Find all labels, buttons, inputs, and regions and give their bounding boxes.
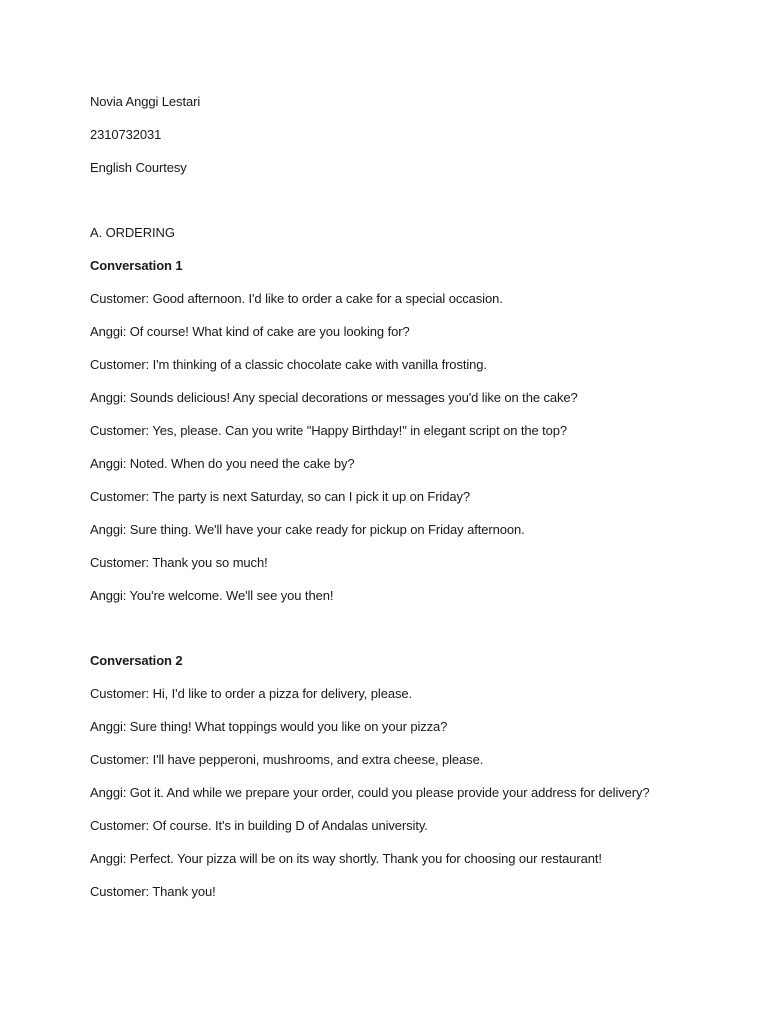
conversation-2-line: Customer: I'll have pepperoni, mushrooms, and extra cheese, please.: [90, 752, 484, 767]
conversation-2-line: Customer: Thank you!: [90, 884, 216, 899]
conversation-2-heading: Conversation 2: [90, 653, 183, 668]
conversation-1-line: Anggi: You're welcome. We'll see you then!: [90, 588, 334, 603]
conversation-1-line: Anggi: Noted. When do you need the cake by?: [90, 456, 355, 471]
course-name: English Courtesy: [90, 160, 187, 175]
conversation-1-line: Customer: Yes, please. Can you write "Happy Birthday!" in elegant script on the top?: [90, 423, 568, 438]
conversation-1-line: Customer: The party is next Saturday, so can I pick it up on Friday?: [90, 489, 471, 504]
conversation-2-line: Customer: Of course. It's in building D of Andalas university.: [90, 818, 428, 833]
conversation-1-line: Customer: I'm thinking of a classic chocolate cake with vanilla frosting.: [90, 357, 487, 372]
conversation-1-line: Anggi: Sure thing. We'll have your cake ready for pickup on Friday afternoon.: [90, 522, 525, 537]
conversation-1-line: Anggi: Sounds delicious! Any special decorations or messages you'd like on the cake?: [90, 390, 578, 405]
conversation-1-line: Customer: Thank you so much!: [90, 555, 268, 570]
section-title: A. ORDERING: [90, 225, 175, 240]
author-name: Novia Anggi Lestari: [90, 94, 201, 109]
student-id: 2310732031: [90, 127, 162, 142]
conversation-2-line: Anggi: Sure thing! What toppings would you like on your pizza?: [90, 719, 448, 734]
conversation-1-line: Anggi: Of course! What kind of cake are you looking for?: [90, 324, 410, 339]
conversation-1-line: Customer: Good afternoon. I'd like to order a cake for a special occasion.: [90, 291, 503, 306]
conversation-2-line: Anggi: Got it. And while we prepare your order, could you please provide your address for delivery?: [90, 785, 650, 800]
conversation-2-line: Anggi: Perfect. Your pizza will be on its way shortly. Thank you for choosing our restaurant!: [90, 851, 602, 866]
conversation-1-heading: Conversation 1: [90, 258, 183, 273]
conversation-2-line: Customer: Hi, I'd like to order a pizza for delivery, please.: [90, 686, 412, 701]
